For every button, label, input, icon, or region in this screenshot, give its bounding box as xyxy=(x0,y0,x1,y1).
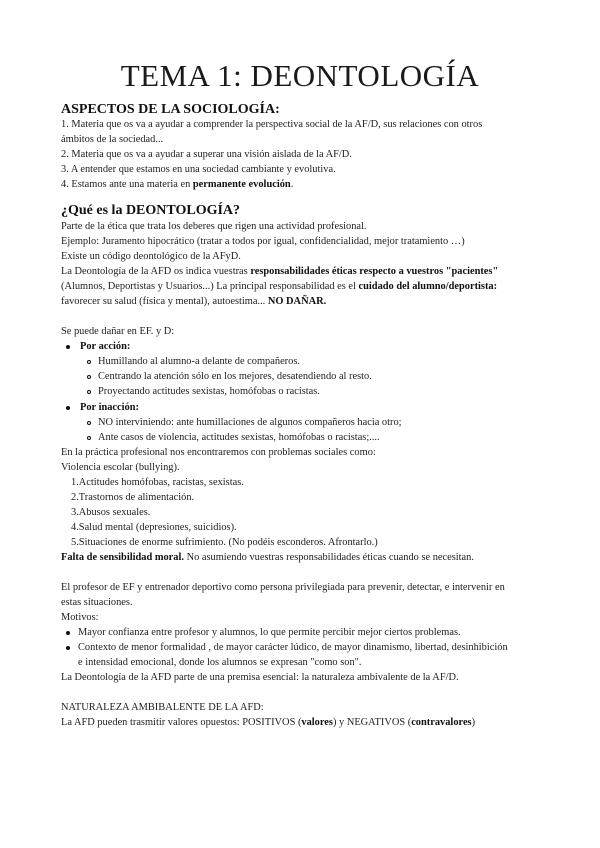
section-heading-deontologia: ¿Qué es la DEONTOLOGÍA? xyxy=(61,203,241,218)
sociologia-item-3: 3. A entender que estamos en una sociedad cambiante y evolutiva. xyxy=(61,164,336,175)
circle-bullet-icon xyxy=(87,375,91,379)
deontologia-no-harm: favorecer su salud (física y mental), autoestima... NO DAÑAR. xyxy=(61,296,327,307)
motive-item-1: Mayor confianza entre profesor y alumnos, lo que permite percibir mejor ciertos problemas. xyxy=(78,627,461,638)
bullet-icon xyxy=(66,631,70,635)
sociologia-item-4: 4. Estamos ante una materia en permanente evolución. xyxy=(61,179,294,190)
school-violence: Violencia escolar (bullying). xyxy=(61,462,180,473)
bullet-icon xyxy=(66,406,70,410)
nature-heading: NATURALEZA AMBIBALENTE DE LA AFD: xyxy=(61,702,264,713)
sociologia-item-2: 2. Materia que os va a ayudar a superar una visión aislada de la AF/D. xyxy=(61,149,352,160)
circle-bullet-icon xyxy=(87,390,91,394)
circle-bullet-icon xyxy=(87,360,91,364)
harm-inaction-item: Ante casos de violencia, actitudes sexistas, homófobas o racistas;.... xyxy=(98,432,380,443)
problem-item: 3.Abusos sexuales. xyxy=(71,507,151,518)
teacher-role-line-2: estas situaciones. xyxy=(61,597,133,608)
motive-item-2-line-1: Contexto de menor formalidad , de mayor carácter lúdico, de mayor dinamismo, libertad, desinhibición xyxy=(78,642,508,653)
problem-item: 1.Actitudes homófobas, racistas, sexistas. xyxy=(71,477,244,488)
motives-label: Motivos: xyxy=(61,612,99,623)
circle-bullet-icon xyxy=(87,436,91,440)
harm-action-item: Centrando la atención sólo en los mejores, desatendiendo al resto. xyxy=(98,371,372,382)
deontologia-example: Ejemplo: Juramento hipocrático (tratar a todos por igual, confidencialidad, mejor tratamiento …) xyxy=(61,236,465,247)
sociologia-item-1-line-1: 1. Materia que os va a ayudar a comprender la perspectiva social de la AF/D, sus relaciones con otros xyxy=(61,119,483,130)
problem-item: 4.Salud mental (depresiones, suicidios). xyxy=(71,522,237,533)
deontologia-code: Existe un código deontológico de la AFyD. xyxy=(61,251,241,262)
harm-inaction-label: Por inacción: xyxy=(80,402,139,413)
nature-values-line: La AFD pueden trasmitir valores opuestos: POSITIVOS (valores) y NEGATIVOS (contravalores) xyxy=(61,717,476,728)
teacher-role-line-1: El profesor de EF y entrenador deportivo como persona privilegiada para prevenir, detectar, e intervenir en xyxy=(61,582,505,593)
lack-of-moral-sensitivity: Falta de sensibilidad moral. No asumiendo vuestras responsabilidades éticas cuando se necesitan. xyxy=(61,552,474,563)
harm-intro: Se puede dañar en EF. y D: xyxy=(61,326,175,337)
sociologia-item-1-line-2: ámbitos de la sociedad... xyxy=(61,134,164,145)
bullet-icon xyxy=(66,345,70,349)
practice-problems-intro: En la práctica profesional nos encontraremos con problemas sociales como: xyxy=(61,447,376,458)
page-title: TEMA 1: DEONTOLOGÍA xyxy=(120,58,480,93)
harm-action-item: Proyectando actitudes sexistas, homófobas o racistas. xyxy=(98,386,320,397)
harm-action-item: Humillando al alumno-a delante de compañeros. xyxy=(98,356,300,367)
problem-item: 2.Trastornos de alimentación. xyxy=(71,492,195,503)
circle-bullet-icon xyxy=(87,421,91,425)
deontology-premise: La Deontología de la AFD parte de una premisa esencial: la naturaleza ambivalente de la AF/D. xyxy=(61,672,459,683)
deontologia-definition: Parte de la ética que trata los deberes que rigen una actividad profesional. xyxy=(61,221,367,232)
deontologia-main-responsibility: (Alumnos, Deportistas y Usuarios...) La principal responsabilidad es el cuidado del alumno/deportista: xyxy=(61,281,498,292)
harm-inaction-item: NO interviniendo: ante humillaciones de algunos compañeros hacia otro; xyxy=(98,417,402,428)
problem-item: 5.Situaciones de enorme sufrimiento. (No podéis esconderos. Afrontarlo.) xyxy=(71,537,378,548)
harm-action-label: Por acción: xyxy=(80,341,131,352)
deontologia-responsibilities: La Deontología de la AFD os indica vuestras responsabilidades éticas respecto a vuestros "pacientes" xyxy=(61,266,499,277)
section-heading-sociologia: ASPECTOS DE LA SOCIOLOGÍA: xyxy=(61,102,280,117)
motive-item-2-line-2: e intensidad emocional, donde los alumnos se expresan "como son". xyxy=(78,657,362,668)
bullet-icon xyxy=(66,646,70,650)
